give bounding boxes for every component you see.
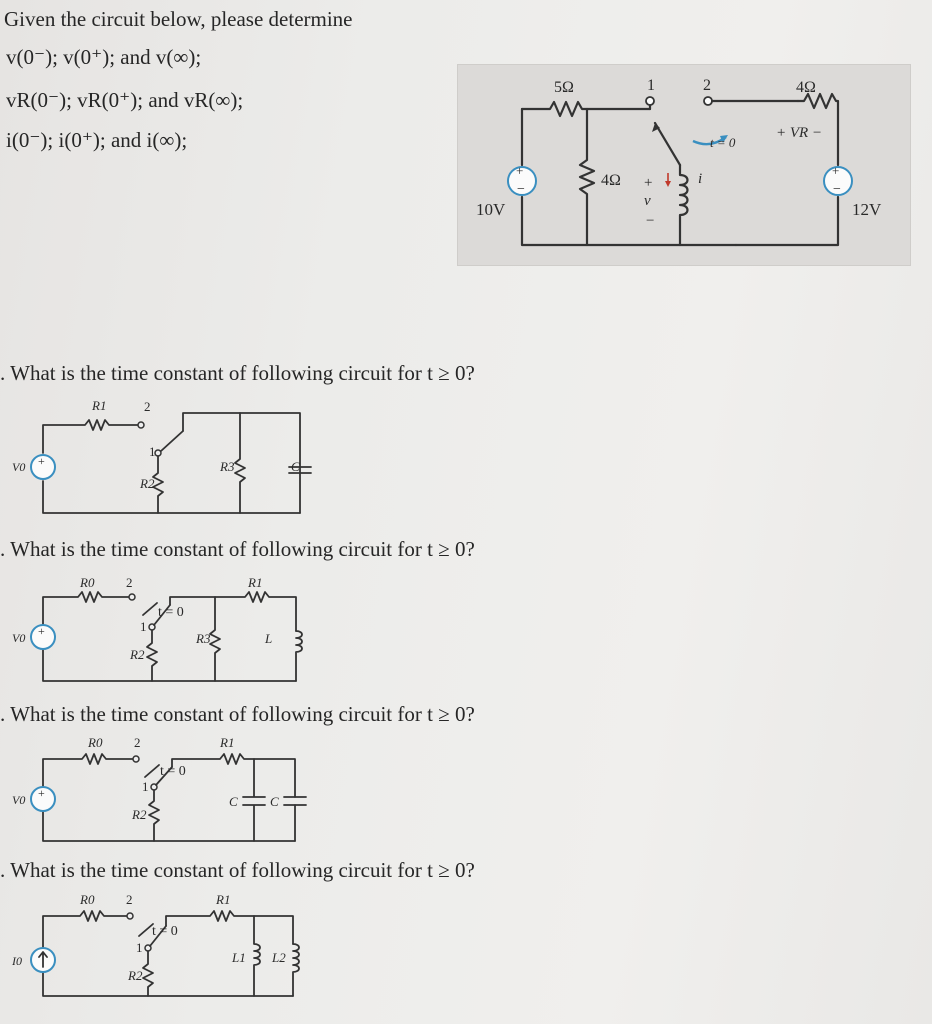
svg-text:−: − [517,182,525,197]
q3-capacitor-2 [284,797,306,805]
q2-resistor-r2 [147,630,157,681]
main-circuit-diagram [458,65,910,265]
q1-wire-bottom [43,481,300,513]
q1-switch [161,431,183,451]
q4-source-label: I0 [12,954,22,968]
problem-line-i: i(0⁻); i(0⁺); and i(∞); [6,128,188,152]
q4-inductor-l1 [254,916,260,996]
q3-c2-label: C [270,794,279,809]
question-1-circuit [10,395,350,520]
problem-line-vr: vR(0⁻); vR(0⁺); and vR(∞); [6,88,244,112]
question-3-circuit [10,735,350,850]
q3-resistor-r2 [149,790,159,841]
q3-wire-r0 [43,754,134,787]
q4-inductor-l2 [293,944,299,996]
q4-wire-r1 [166,911,293,944]
svg-text:+: + [38,454,45,468]
wire-left [522,109,736,245]
q2-r1-label: R1 [248,575,263,590]
q2-node2-label: 2 [126,575,133,590]
q3-c1-label: C [229,794,238,809]
question-1-text: . What is the time constant of following circuit for t ≥ 0? [0,361,475,385]
node-1-label: 1 [647,77,655,94]
q1-r3-label: R3 [220,459,235,474]
svg-text:+: + [832,163,840,178]
q2-node1-label: 1 [140,619,147,634]
q2-inductor [296,631,302,681]
q4-resistor-r2 [143,951,153,996]
q1-r2-label: R2 [140,476,155,491]
q3-r1-label: R1 [220,735,235,750]
q2-resistor-r3 [210,597,220,681]
q4-switch-label: t = 0 [152,924,178,939]
q4-node2-label: 2 [126,892,133,907]
switch-blade [655,123,680,165]
q2-r3-label: R3 [196,631,211,646]
switch-time-label: t = 0 [710,135,736,150]
problem-line-v: v(0⁻); v(0⁺); and v(∞); [6,45,202,69]
q1-r1-label: R1 [92,398,107,413]
question-4-circuit [10,892,350,1012]
current-i-label: i [698,171,703,187]
question-4-text: . What is the time constant of following circuit for t ≥ 0? [0,858,475,882]
q4-wire-bottom [43,972,293,996]
source-12v-label: 12V [852,200,882,219]
q2-wire-r1 [170,592,296,631]
node-1-terminal [646,97,654,105]
v-minus-label: − [646,213,655,229]
svg-text:+: + [38,786,45,800]
q2-l-label: L [265,631,273,646]
q3-switch-label: t = 0 [160,764,186,779]
v-plus-label: + [644,175,653,191]
q1-source-label: V0 [12,460,26,474]
q1-resistor-r3 [235,413,245,513]
r-5ohm-label: 5Ω [554,79,574,96]
q1-c-label: C [291,459,300,474]
inductor [680,165,688,245]
q4-r2-label: R2 [128,968,143,983]
q1-wire-r1 [43,420,139,453]
q4-l2-label: L2 [272,950,286,965]
question-3-text: . What is the time constant of following circuit for t ≥ 0? [0,702,475,726]
q2-wire-r0 [43,592,130,625]
q3-node2-label: 2 [134,735,141,750]
svg-text:+: + [516,163,524,178]
q1-resistor-r2 [153,456,163,513]
v-label: v [644,193,651,209]
q2-r2-label: R2 [130,647,145,662]
q3-source-label: V0 [12,793,26,807]
q4-r1-label: R1 [216,892,231,907]
node-2-label: 2 [703,77,711,94]
svg-text:−: − [833,182,841,197]
q3-r0-label: R0 [88,735,103,750]
q3-node1-label: 1 [142,779,149,794]
resistor-4ohm-middle [580,109,594,245]
source-10v-label: 10V [476,200,506,219]
q3-r2-label: R2 [132,807,147,822]
q4-r0-label: R0 [80,892,95,907]
q4-wire-r0 [43,911,128,948]
q2-r0-label: R0 [80,575,95,590]
svg-text:+: + [38,624,45,638]
question-2-text: . What is the time constant of following circuit for t ≥ 0? [0,537,475,561]
node-2-terminal [704,97,712,105]
resistor-4ohm-right [798,94,838,109]
q3-wire-bottom [43,811,295,841]
r-4ohm-mid-label: 4Ω [601,172,621,189]
q4-l1-label: L1 [232,950,246,965]
q1-node2-label: 2 [144,399,151,414]
q2-wire-bottom [43,649,296,681]
q1-wire-top [183,413,300,513]
r-4ohm-right-label: 4Ω [796,79,816,96]
vr-label: + VR − [776,125,823,141]
q1-node1-label: 1 [149,444,156,459]
q3-capacitor-1 [243,759,265,841]
problem-heading: Given the circuit below, please determine [4,7,353,31]
question-2-circuit [10,575,350,690]
q2-source-label: V0 [12,631,26,645]
q4-node1-label: 1 [136,940,143,955]
main-circuit-panel [457,64,911,266]
q2-switch-label: t = 0 [158,605,184,620]
